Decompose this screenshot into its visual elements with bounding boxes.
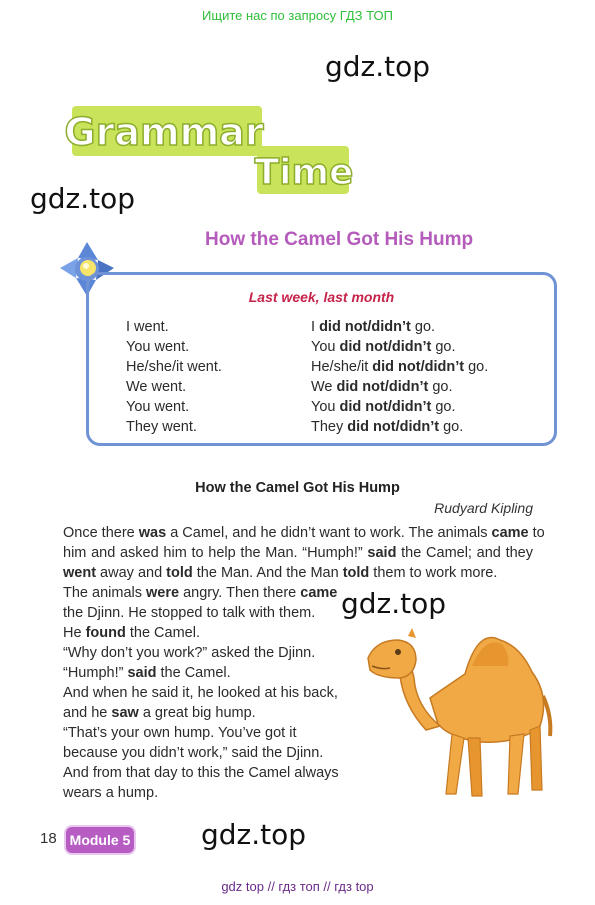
story-verb: told [166,565,193,581]
top-banner[interactable]: Ищите нас по запросу ГДЗ ТОП [202,8,393,23]
negative-verb: go. [464,359,489,375]
story-verb: was [138,525,167,541]
affirmative-row: You went. [126,339,190,355]
story-verb: came [300,585,338,601]
negative-verb: go. [428,379,453,395]
watermark: gdz.top [30,182,136,215]
story-verb: said [367,545,397,561]
affirmative-row: They went. [126,419,197,435]
story-verb: told [342,565,370,581]
story-text-run: to [528,525,545,541]
page-number: 18 [40,830,57,847]
story-text-run: The animals [63,585,147,601]
affirmative-row: We went. [126,379,187,395]
story-verb: said [127,665,157,681]
story-verb: came [491,525,529,541]
negative-column [311,317,488,437]
story-text-run: He [63,625,86,641]
story-verb: found [85,625,126,641]
story-text-run: “That’s your own hump. You’ve got it [63,725,297,741]
story-text-run: And when he said it, he looked at his back, [63,685,338,701]
watermark: gdz.top [325,50,431,83]
footer-links[interactable]: gdz top // гдз топ // гдз top [221,879,374,894]
story-text-run: and he [63,705,112,721]
affirmative-row: He/she/it went. [126,359,222,375]
negative-subject: We [311,379,337,395]
affirmative-row: You went. [126,399,190,415]
negative-verb: go. [431,339,456,355]
watermark: gdz.top [341,587,447,620]
story-text-run: the Man. And the Man [192,565,343,581]
section-subtitle: How the Camel Got His Hump [205,229,474,250]
negative-subject: You [311,339,340,355]
story-text-run: “Humph!” [63,665,128,681]
story-text-run: Once there [63,525,139,541]
negative-verb: go. [410,319,436,335]
negative-auxiliary: did not/didn’t [372,359,465,375]
negative-row [311,357,488,377]
story-line [63,603,533,623]
affirmative-row: I went. [126,319,169,335]
negative-row [311,377,488,397]
negative-row [311,337,488,357]
story-text-run: And from that day to this the Camel always [63,765,339,781]
negative-subject: I [311,319,320,335]
negative-auxiliary: did not/didn’t [336,379,429,395]
story-text-run: because you didn’t work,” said the Djinn. [63,745,324,761]
story-text-run: away and [96,565,167,581]
story-author: Rudyard Kipling [434,500,533,516]
module-badge: Module 5 [66,827,134,853]
story-text-run: him and asked him to help the Man. “Humph!” [63,545,368,561]
negative-auxiliary: did not/didn’t [339,399,432,415]
logo-line2: Time [254,152,354,193]
negative-subject: You [311,399,340,415]
story-text-run: a great big hump. [138,705,256,721]
negative-row [311,317,488,337]
story-text-run: a Camel, and he didn’t want to work. The animals [166,525,492,541]
negative-auxiliary: did not/didn’t [347,419,440,435]
affirmative-column [126,317,222,437]
negative-verb: go. [431,399,456,415]
camel-illustration [360,626,560,804]
logo-line1: Grammar [64,110,264,154]
grammar-time-logo [64,98,354,198]
grammar-box [86,272,557,446]
story-line [63,523,545,543]
negative-verb: go. [439,419,464,435]
story-text-run: angry. Then there [179,585,301,601]
negative-subject: They [311,419,348,435]
watermark: gdz.top [201,818,307,851]
story-text-run: the Camel. [156,665,231,681]
story-text-run: wears a hump. [63,785,159,801]
story-text-run: the Camel. [125,625,200,641]
story-line [63,563,533,583]
negative-subject: He/she/it [311,359,373,375]
story-text-run: the Camel; and they [396,545,533,561]
story-verb: went [63,565,97,581]
negative-auxiliary: did not/didn’t [339,339,432,355]
story-text-run: the Djinn. He stopped to talk with them. [63,605,316,621]
negative-auxiliary: did not/didn’t [319,319,411,335]
story-verb: were [146,585,180,601]
story-text-run: “Why don’t you work?” asked the Djinn. [63,645,316,661]
story-text-run: them to work more. [369,565,498,581]
story-title: How the Camel Got His Hump [195,480,400,496]
story-verb: saw [111,705,139,721]
story-line [63,583,533,603]
grammar-box-heading: Last week, last month [248,289,395,305]
negative-row [311,397,488,417]
negative-row [311,417,488,437]
story-line [63,543,533,563]
